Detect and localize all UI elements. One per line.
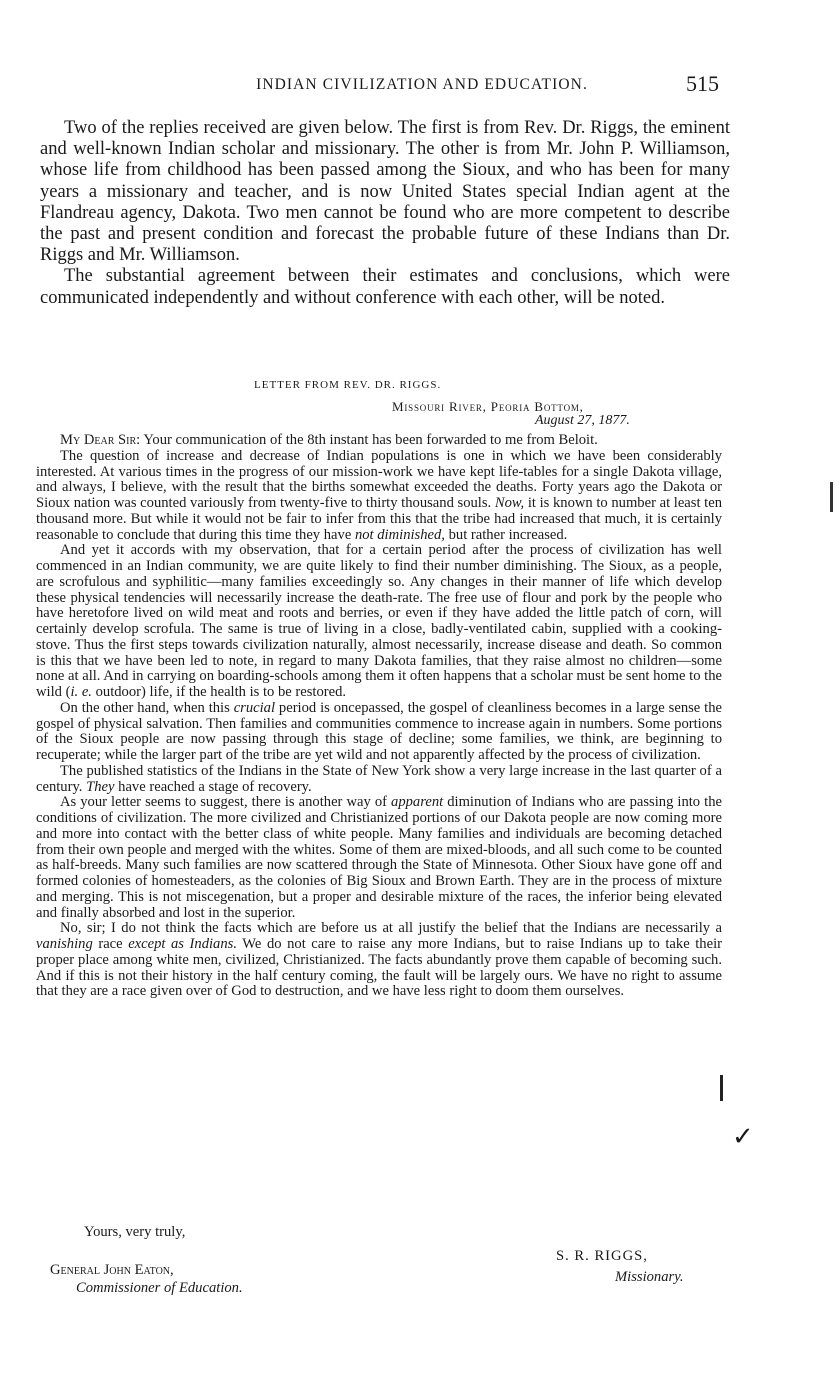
letter-date: August 27, 1877. <box>535 413 630 428</box>
text-span: The question of increase and decrease of Indian populations is one in which we have been considerably interested. At various times in the progress of our mission-work we have kept life-tables for a single Dakota village, and always, I believe, with the result that the births somewhat exceeded the deaths. Forty years ago the Dakota or Sioux nation was counted variously from twenty-five to thirty thousand souls. <box>36 447 722 511</box>
text-span: outdoor) life, if the health is to be restored. <box>95 684 347 700</box>
text-span: it is known to number at least ten thousand more. But while it would not be fair to infer from this that the tribe had increased that much, it is certainly reasonable to conclude that during this time they have <box>36 495 722 543</box>
emphasis: They <box>86 778 115 795</box>
text-span: No, sir; I do not think the facts which are before us at all justify the belief that the Indians are necessarily a <box>60 920 722 937</box>
running-title: INDIAN CIVILIZATION AND EDUCATION. <box>256 76 588 93</box>
emphasis: crucial <box>233 699 276 716</box>
valediction: Yours, very truly, <box>84 1224 186 1240</box>
text-span: race <box>98 936 123 952</box>
text-span: And yet it accords with my observation, that for a certain period after the process of civilization has well commenced in an Indian community, we are quite likely to find their number diminishing. The Sioux, as a people, are scrofulous and syphilitic—many families exceedingly so. Any changes in their manner of life which develop these physical tendencies will necessarily increase the death-rate. The free use of flour and pork by the people who have heretofore lived on wild meat and roots and berries, or even if they have added the little patch of corn, will certainly develop scrofula. The same is true of living in a close, badly-ventilated cabin, supplied with a cooking-stove. Thus the first steps towards civilization naturally, almost necessarily, increase disease and death. So common is this that we have been led to note, in regard to many Dakota families, that they raise almost no children—some none at all. And in carrying on boarding-schools among them it often happens that a scholar must be sent home to the wild ( <box>36 542 722 700</box>
letter-heading: LETTER FROM REV. DR. RIGGS. <box>254 379 442 391</box>
letter-paragraph <box>36 795 722 921</box>
recipient-name: General John Eaton, <box>50 1262 174 1278</box>
page-number: 515 <box>686 71 719 96</box>
edge-mark <box>830 482 833 512</box>
emphasis: not diminished, <box>354 526 445 543</box>
text-span: As your letter seems to suggest, there is another way of <box>60 794 387 811</box>
text-span: period is oncepassed, the gospel of cleanliness becomes in a large sense the gospel of physical salvation. Then families and communities commence to increase again in numbers. Some portions of the Sioux people are now passing through this stage of decline; some families, we think, are beginning to recuperate; while the larger part of the tribe are yet wild and not apparently affected by the process of civilization. <box>36 699 722 763</box>
letter-body <box>36 433 722 1000</box>
letter-paragraph <box>36 764 722 796</box>
letter-place: Missouri River, Peoria Bottom, <box>392 399 584 414</box>
signer-role: Missionary. <box>615 1269 684 1285</box>
text-span: On the other hand, when this <box>60 699 230 716</box>
text-span: but rather increased. <box>448 526 568 543</box>
text-span: The published statistics of the Indians in the State of New York show a very large increase in the last quarter of a century. <box>36 762 722 795</box>
emphasis: i. e. <box>70 684 92 700</box>
text-span: diminution of Indians who are passing into the conditions of civilization. The more civilized and Christianized portions of our Dakota people are now coming more and more into contact with the better class of white people. Many families and individuals are becoming detached from their own people and merged with the whites. Some of them are mixed-bloods, and all such come to be counted as half-breeds. Many such families are now scattered through the State of Minnesota. Other Sioux have gone off and formed colonies of homesteaders, as the colonies of Big Sioux and Brown Earth. They are in the process of mixture and merging. This is not miscegenation, but a proper and desirable mixture of the races, the inferior being elevated and finally absorbed and lost in the superior. <box>36 794 722 921</box>
text-span: have reached a stage of recovery. <box>118 778 312 795</box>
intro-paragraph: Two of the replies received are given below. The first is from Rev. Dr. Riggs, the eminent and well-known Indian scholar and missionary. The other is from Mr. John P. Williamson, whose life from childhood has been passed among the Sioux, and who has been for many years a missionary and teacher, and is now United States special Indian agent at the Flandreau agency, Dakota. Two men cannot be found who are more competent to describe the past and present condition and forecast the probable future of these Indians than Dr. Riggs and Mr. Williamson. <box>40 118 730 266</box>
recipient-title: Commissioner of Education. <box>76 1280 243 1296</box>
emphasis: Now, <box>494 495 525 511</box>
letter-paragraph <box>36 701 722 764</box>
signer-name: S. R. RIGGS, <box>556 1248 648 1264</box>
margin-check-icon: ✓ <box>732 1122 754 1152</box>
margin-bar-mark <box>720 1075 723 1101</box>
emphasis: except as Indians. <box>128 936 237 952</box>
letter-paragraph <box>36 921 722 1000</box>
letter-closing <box>0 1224 839 1304</box>
letter-paragraph <box>36 543 722 701</box>
salutation: My Dear Sir: <box>60 432 141 448</box>
text-span: Your communication of the 8th instant has been forwarded to me from Beloit. <box>143 432 598 448</box>
letter-paragraph <box>36 433 722 449</box>
intro-paragraph: The substantial agreement between their estimates and conclusions, which were communicated independently and without conference with each other, will be noted. <box>40 266 730 308</box>
running-header <box>0 71 839 100</box>
emphasis: apparent <box>391 794 444 811</box>
intro-section <box>40 118 730 309</box>
emphasis: vanishing <box>36 936 93 952</box>
letter-paragraph <box>36 449 722 544</box>
text-span: We do not care to raise any more Indians, but to raise Indians up to take their proper place among white men, civilized, Christianized. The facts abundantly prove them capable of becoming such. And if this is not their history in the half century coming, the fault will be largely ours. We have no right to assume that they are a race given over of God to destruction, and we have less right to doom them ourselves. <box>36 936 722 1000</box>
